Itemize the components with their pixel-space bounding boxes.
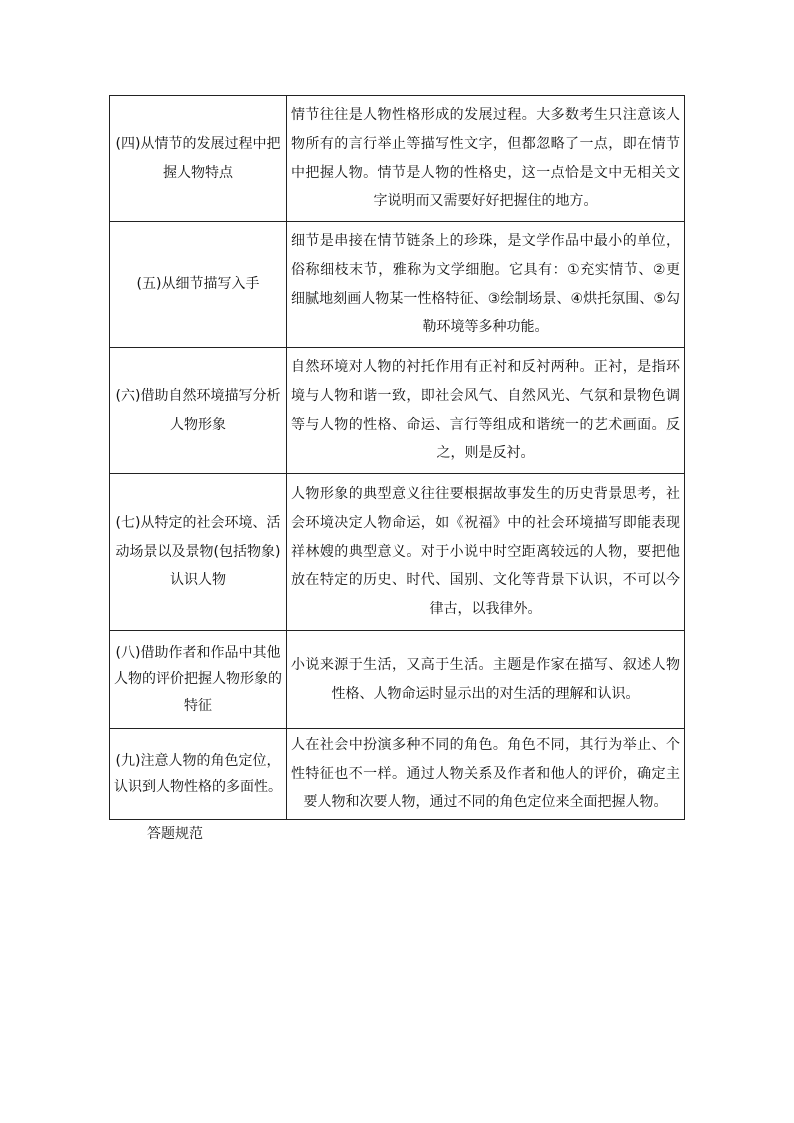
explanation-cell: 自然环境对人物的衬托作用有正衬和反衬两种。正衬，是指环境与人物和谐一致，即社会风气、自然风光、气氛和景物色调等与人物的性格、命运、言行等组成和谐统一的艺术画面。反之，则是反衬。 (287, 348, 685, 474)
explanation-cell: 细节是串接在情节链条上的珍珠，是文学作品中最小的单位，俗称细枝末节，雅称为文学细胞。它具有：①充实情节、②更细腻地刻画人物某一性格特征、③绘制场景、④烘托氛围、⑤勾勒环境等多种功能。 (287, 222, 685, 348)
method-cell: (六)借助自然环境描写分析人物形象 (110, 348, 287, 474)
explanation-cell: 人物形象的典型意义往往要根据故事发生的历史背景思考，社会环境决定人物命运，如《祝福》中的社会环境描写即能表现祥林嫂的典型意义。对于小说中时空距离较远的人物，要把他放在特定的历史、时代、国别、文化等背景下认识，不可以今律古，以我律外。 (287, 474, 685, 631)
table-row (110, 222, 685, 348)
explanation-cell: 小说来源于生活，又高于生活。主题是作家在描写、叙述人物性格、人物命运时显示出的对生活的理解和认识。 (287, 631, 685, 729)
method-cell: (五)从细节描写入手 (110, 222, 287, 348)
method-cell: (四)从情节的发展过程中把握人物特点 (110, 96, 287, 222)
explanation-cell: 情节往往是人物性格形成的发展过程。大多数考生只注意该人物所有的言行举止等描写性文字，但都忽略了一点，即在情节中把握人物。情节是人物的性格史，这一点恰是文中无相关文字说明而又需要好好把握住的地方。 (287, 96, 685, 222)
table-row (110, 348, 685, 474)
answer-norms-heading: 答题规范 (147, 826, 203, 842)
table-row (110, 96, 685, 222)
table-row (110, 474, 685, 631)
method-cell: (八)借助作者和作品中其他人物的评价把握人物形象的特征 (110, 631, 287, 729)
table-row (110, 729, 685, 820)
explanation-cell: 人在社会中扮演多种不同的角色。角色不同，其行为举止、个性特征也不一样。通过人物关系及作者和他人的评价，确定主要人物和次要人物，通过不同的角色定位来全面把握人物。 (287, 729, 685, 820)
method-cell: (九)注意人物的角色定位，认识到人物性格的多面性。 (110, 729, 287, 820)
table-row (110, 631, 685, 729)
methods-table (109, 95, 685, 820)
method-cell: (七)从特定的社会环境、活动场景以及景物(包括物象)认识人物 (110, 474, 287, 631)
